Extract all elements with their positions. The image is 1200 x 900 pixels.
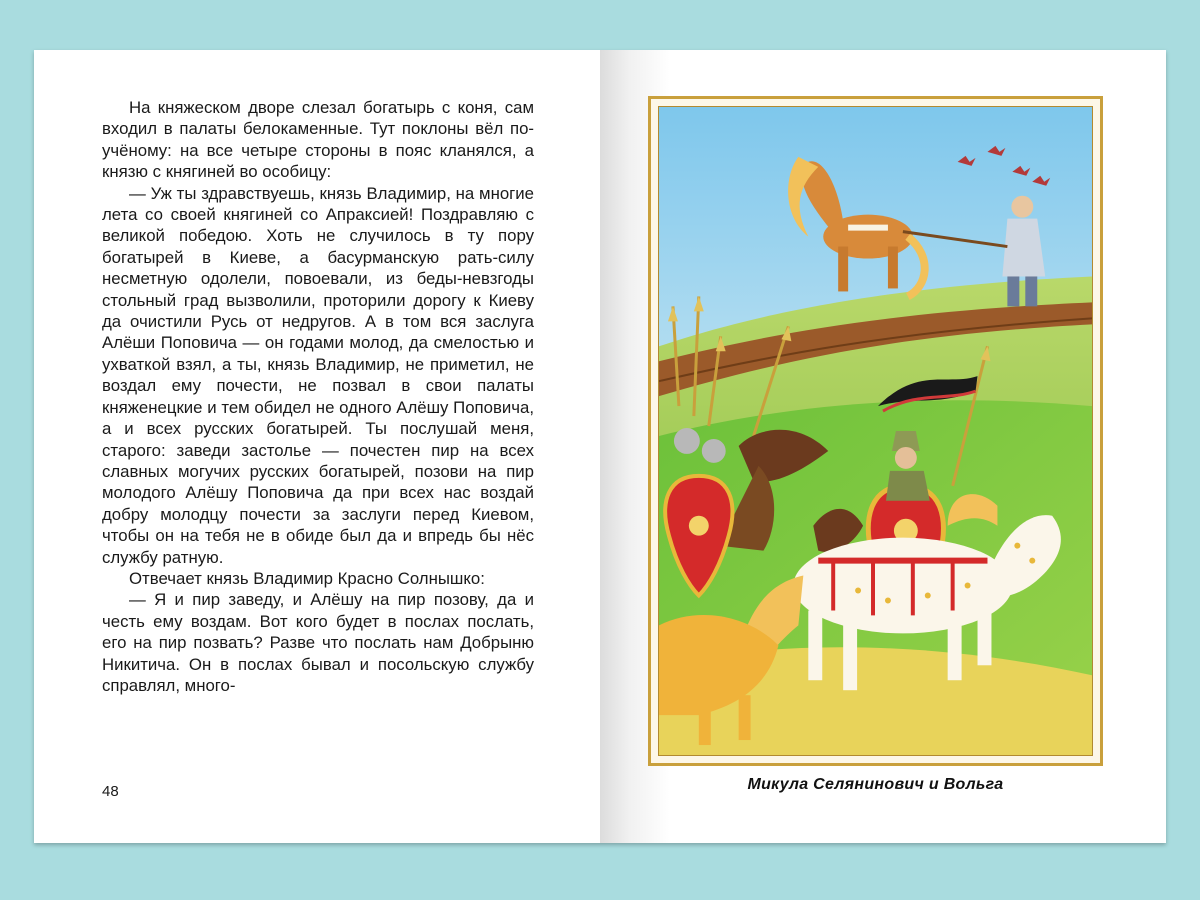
paragraph: На княжеском дворе слезал богатырь с коня, сам входил в палаты белокаменные. Тут поклоны вёл по-учёному: на все четыре стороны в пояс кланялся, а князю с княгиней во особицу: [102, 98, 534, 182]
illustration-knights-and-ploughman-icon [659, 107, 1092, 755]
paragraph: — Я и пир заведу, и Алёшу на пир позову, да и честь ему воздам. Вот кого будет в послах послать, его на пир позвать? Разве что послать нам Добрыню Никитича. Он в послах бывал и посольскую службу справлял, много- [102, 590, 534, 695]
page-number: 48 [102, 783, 119, 800]
right-page [600, 50, 1166, 843]
story-text [102, 97, 534, 696]
paragraph: — Уж ты здравствуешь, князь Владимир, на многие лета со своей княгиней со Апраксией! Поздравляю с великой победою. Хоть не случилось в ту пору богатырей в Киеве, а басурманскую рать-силу несметную одолели, повоевали, из беды-невзгоды стольный град вызволили, проторили дорогу к Киеву да очистили Русь от недругов. А в том вся заслуга Алёши Поповича — он годами молод, да смелостью и ухваткой взял, а ты, князь Владимир, не приметил, не воздал ему почести, не позвал в свои палаты княженецкие и тем обидел не одного Алёшу Поповича, а и всех русских богатырей. Ты послушай меня, старого: заведи застолье — почестен пир на всех славных могучих русских богатырей, позови на пир молодого Алёшу Поповича да при всех нас воздай добру молодцу почести за заслуги перед Киевом, чтобы он на тебя не в обиде был да и впредь бы нёс службу ратную. [102, 183, 534, 567]
illustration [658, 106, 1093, 756]
book-spread [34, 50, 1166, 843]
illustration-caption: Микула Селянинович и Вольга [747, 776, 1004, 793]
left-page [34, 50, 600, 843]
illustration-frame [648, 96, 1103, 766]
paragraph: Отвечает князь Владимир Красно Солнышко: [129, 568, 485, 588]
